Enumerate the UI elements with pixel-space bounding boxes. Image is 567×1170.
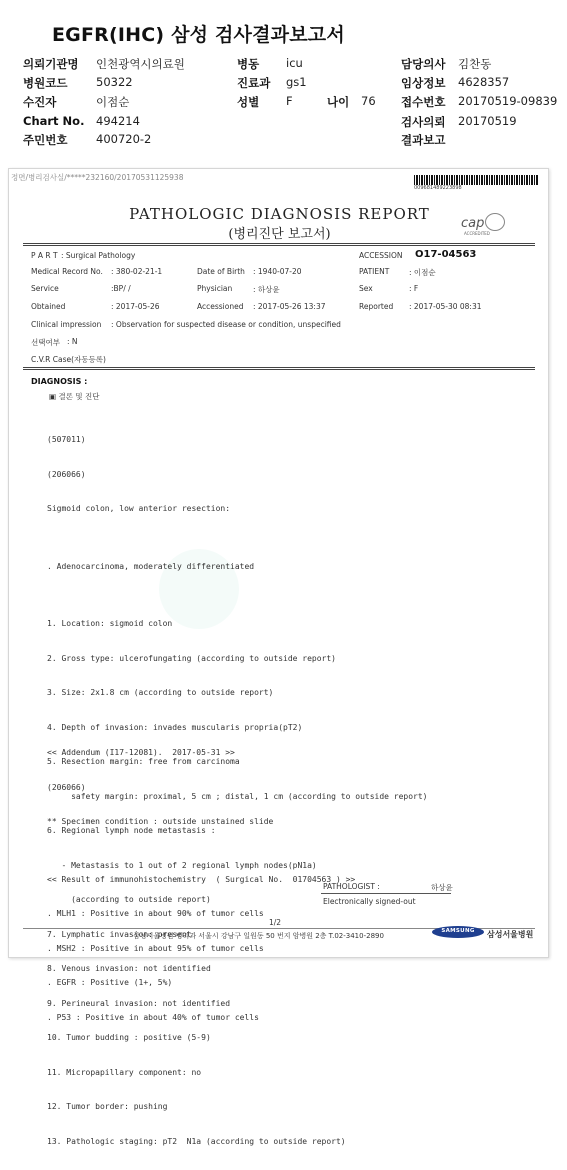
label-institution: 의뢰기관명	[23, 57, 79, 71]
label-patient: 수진자	[23, 95, 57, 109]
value-receipt-no: 20170519-09839	[458, 94, 558, 108]
meta-obtained-value: : 2017-05-26	[111, 302, 160, 311]
report-subtitle: (병리진단 보고서)	[228, 227, 331, 242]
value-hospital-code: 50322	[96, 75, 133, 89]
meta-accession-label: ACCESSION	[359, 251, 403, 260]
diagnosis-line: 9. Perineural invasion: not identified	[47, 998, 231, 1008]
label-physician: 담당의사	[401, 57, 446, 71]
diagnosis-line: 10. Tumor budding : positive (5-9)	[47, 1033, 211, 1042]
barcode-number: 009681489223898	[414, 185, 462, 191]
diagnosis-line: . Adenocarcinoma, moderately differentiated	[47, 561, 255, 571]
meta-clinical-label: Clinical impression	[31, 320, 102, 329]
cap-logo-sub: ACCREDITED	[464, 231, 490, 236]
meta-part-label: P A R T	[31, 251, 58, 260]
report-path-stamp: 정면/병리검사실/*****232160/20170531125938	[11, 173, 184, 182]
diagnosis-line: 11. Micropapillary component: no	[47, 1067, 202, 1077]
meta-reported-value: : 2017-05-30 08:31	[409, 302, 482, 311]
hospital-name: 삼성서울병원	[487, 930, 534, 939]
label-ward: 병동	[237, 57, 260, 71]
value-patient: 이점순	[96, 95, 130, 109]
cap-logo-text: cap	[461, 216, 485, 231]
value-physician: 김찬동	[458, 57, 492, 71]
meta-reported-label: Reported	[359, 302, 394, 311]
meta-dob-label: Date of Birth	[197, 267, 245, 276]
meta-accession-value: O17-04563	[415, 249, 477, 260]
meta-sex-value: : F	[409, 284, 419, 293]
label-hospital-code: 병원코드	[23, 76, 68, 90]
meta-accessioned-value: : 2017-05-26 13:37	[253, 302, 326, 311]
diagnosis-line: 1. Location: sigmoid colon	[47, 619, 173, 628]
meta-obtained-label: Obtained	[31, 302, 66, 311]
value-ward: icu	[286, 56, 303, 70]
addendum-line: . EGFR : Positive (1+, 5%)	[47, 978, 173, 987]
meta-physician-label: Physician	[197, 284, 233, 293]
label-department: 진료과	[237, 76, 271, 90]
value-age: 76	[361, 94, 376, 108]
meta-accessioned-label: Accessioned	[197, 302, 244, 311]
meta-select-value: : N	[67, 337, 78, 346]
meta-mrn-label: Medical Record No.	[31, 267, 103, 276]
signed-out-text: Electronically signed-out	[323, 897, 416, 906]
pathologist-name: 하상윤	[431, 883, 453, 892]
diagnosis-line: safety margin: proximal, 5 cm ; distal, 1 cm (according to outside report)	[47, 791, 428, 801]
form-header	[0, 0, 567, 162]
meta-patient-value: : 이점순	[409, 268, 436, 277]
addendum-line: . MLH1 : Positive in about 90% of tumor cells	[47, 909, 264, 918]
label-result-report: 결과보고	[401, 133, 446, 147]
value-request-date: 20170519	[458, 114, 517, 128]
diagnosis-line: 7. Lymphatic invasion: present	[47, 929, 192, 939]
value-clinical-info: 4628357	[458, 75, 510, 89]
page-number: 1/2	[269, 918, 282, 927]
cap-accredited-logo	[459, 213, 507, 239]
footer-address: 삼성서울병원 병리과 서울시 강남구 일원동 50 번지 암병원 2층 T.02-3410-2890	[133, 932, 384, 940]
label-resident-no: 주민번호	[23, 133, 68, 147]
header-row-1	[0, 56, 567, 74]
meta-clinical-value: : Observation for suspected disease or condition, unspecified	[111, 320, 341, 329]
value-institution: 인천광역시의료원	[96, 57, 185, 71]
samsung-logo	[432, 926, 484, 938]
header-row-3	[0, 94, 567, 112]
diagnosis-line: (507011)	[47, 435, 86, 444]
samsung-logo-text: SAMSUNG	[441, 928, 475, 934]
diagnosis-line: 6. Regional lymph node metastasis :	[47, 826, 216, 835]
cap-ring-icon	[485, 213, 505, 231]
pathologist-label: PATHOLOGIST :	[323, 882, 380, 891]
value-sex: F	[286, 94, 293, 108]
signature-rule	[321, 893, 451, 894]
label-clinical-info: 임상정보	[401, 76, 446, 90]
report-title: PATHOLOGIC DIAGNOSIS REPORT	[129, 205, 430, 223]
diagnosis-line: 4. Depth of invasion: invades muscularis propria(pT2)	[47, 722, 303, 732]
diagnosis-subheading: ▣ 결론 및 진단	[49, 392, 100, 401]
header-row-4	[0, 114, 567, 132]
value-department: gs1	[286, 75, 307, 89]
barcode	[414, 175, 539, 185]
meta-service-label: Service	[31, 284, 59, 293]
meta-physician-value: : 하상윤	[253, 285, 280, 294]
diagnosis-heading: DIAGNOSIS :	[31, 377, 88, 386]
addendum-line: << Addendum (I17-12081). 2017-05-31 >>	[47, 748, 235, 757]
addendum-block	[47, 724, 355, 1046]
meta-select-label: 선택여부	[31, 338, 60, 347]
diagnosis-line: Sigmoid colon, low anterior resection:	[47, 504, 231, 513]
diagnosis-line: (206066)	[47, 469, 86, 479]
addendum-line: << Result of immunohistochemistry ( Surgical No. 01704563 ) >>	[47, 874, 356, 884]
value-chart-no: 494214	[96, 114, 140, 128]
meta-sex-label: Sex	[359, 284, 373, 293]
meta-service-value: :BP/ /	[111, 284, 131, 293]
meta-mrn-value: : 380-02-21-1	[111, 267, 163, 276]
pathology-report-image	[8, 168, 549, 1146]
label-age: 나이	[327, 95, 350, 109]
label-request-date: 검사의뢰	[401, 115, 446, 129]
header-double-rule	[23, 243, 535, 246]
diagnosis-line: (according to outside report)	[47, 895, 211, 904]
meta-cvr: C.V.R Case(자동등록)	[31, 355, 106, 364]
diagnosis-line: 2. Gross type: ulcerofungating (according to outside report)	[47, 653, 336, 663]
label-sex: 성별	[237, 95, 260, 109]
addendum-line: . P53 : Positive in about 40% of tumor cells	[47, 1012, 259, 1022]
header-row-2	[0, 75, 567, 93]
diagnosis-line: - Metastasis to 1 out of 2 regional lymph nodes(pN1a)	[47, 860, 317, 870]
meta-part-value: : Surgical Pathology	[61, 251, 136, 260]
header-row-5	[0, 132, 567, 150]
addendum-line: (206066)	[47, 782, 86, 792]
value-resident-no: 400720-2	[96, 132, 152, 146]
page-title: EGFR(IHC) 삼성 검사결과보고서	[52, 24, 345, 46]
label-chart-no: Chart No.	[23, 114, 85, 128]
meta-dob-value: : 1940-07-20	[253, 267, 302, 276]
meta-double-rule	[23, 367, 535, 370]
addendum-line: . MSH2 : Positive in about 95% of tumor cells	[47, 943, 264, 953]
diagnosis-line: 13. Pathologic staging: pT2 N1a (according to outside report)	[47, 1136, 346, 1146]
diagnosis-line: 3. Size: 2x1.8 cm (according to outside report)	[47, 688, 274, 697]
diagnosis-line: 5. Resection margin: free from carcinoma	[47, 757, 240, 766]
diagnosis-line: 8. Venous invasion: not identified	[47, 964, 211, 973]
label-receipt-no: 접수번호	[401, 95, 446, 109]
addendum-line: ** Specimen condition : outside unstained slide	[47, 817, 274, 826]
meta-patient-label: PATIENT	[359, 267, 390, 276]
diagnosis-line: 12. Tumor border: pushing	[47, 1102, 168, 1111]
